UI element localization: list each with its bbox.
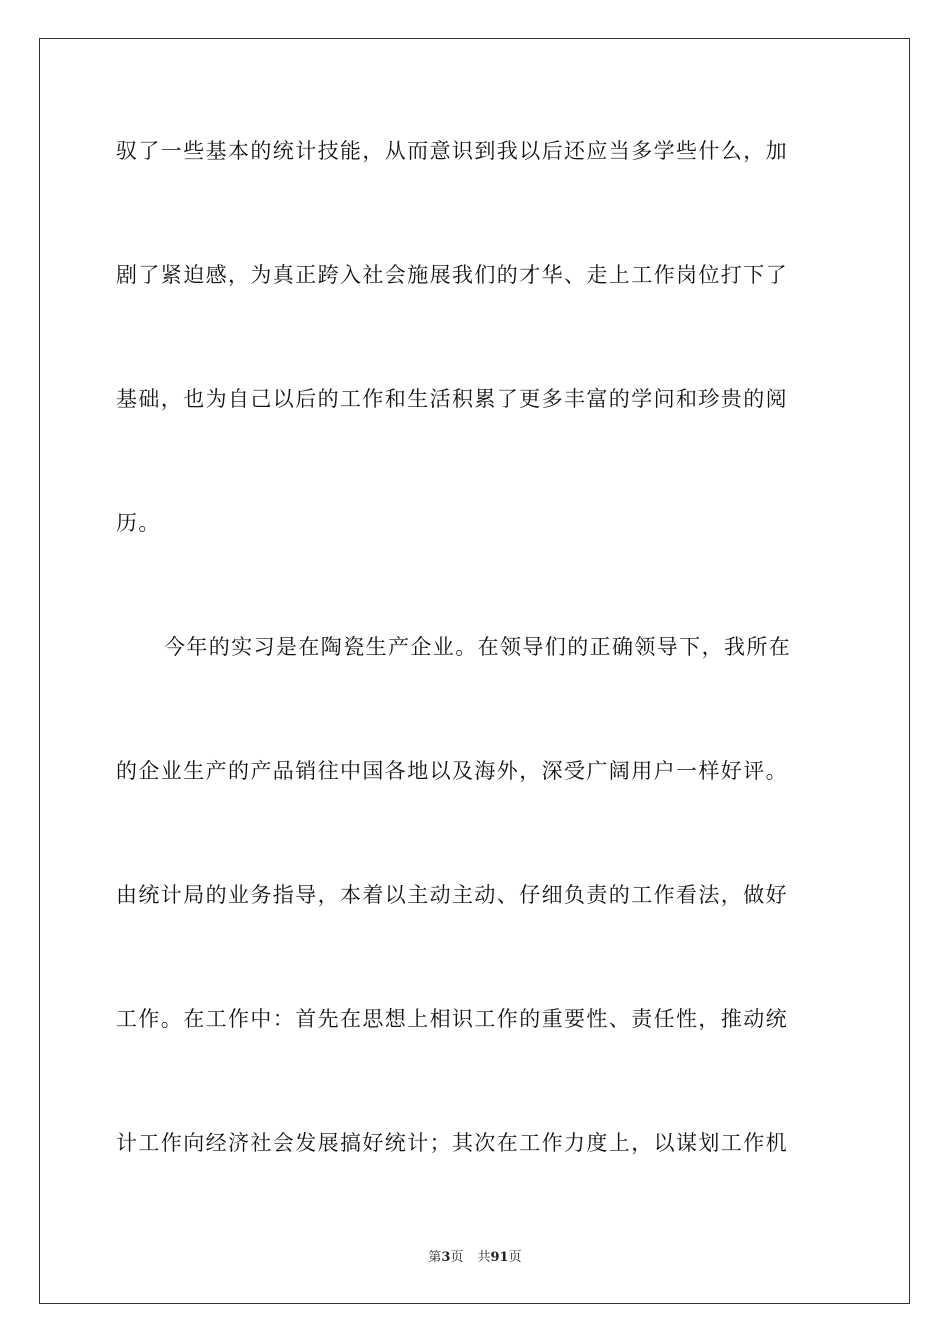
text-line: 历。 xyxy=(116,511,161,535)
total-suffix: 页 xyxy=(508,1250,522,1265)
text-line: 的企业生产的产品销往中国各地以及海外，深受广阔用户一样好评。 xyxy=(116,759,788,783)
page-footer xyxy=(0,1246,950,1265)
text-line: 剧了紧迫感，为真正跨入社会施展我们的才华、走上工作岗位打下了 xyxy=(116,263,788,287)
text-line-paragraph-start: 今年的实习是在陶瓷生产企业。在领导们的正确领导下，我所在 xyxy=(164,635,792,659)
total-prefix: 共 xyxy=(477,1250,491,1265)
page-prefix: 第 xyxy=(428,1250,442,1265)
page-suffix: 页 xyxy=(450,1250,464,1265)
text-line: 计工作向经济社会发展搞好统计；其次在工作力度上，以谋划工作机 xyxy=(116,1131,788,1155)
document-body xyxy=(116,127,834,1243)
text-line: 工作。在工作中：首先在思想上相识工作的重要性、责任性，推动统 xyxy=(116,1007,788,1031)
page-number: 3 xyxy=(441,1250,451,1265)
text-line: 基础，也为自己以后的工作和生活积累了更多丰富的学问和珍贵的阅 xyxy=(116,387,788,411)
text-line: 由统计局的业务指导，本着以主动主动、仔细负责的工作看法，做好 xyxy=(116,883,788,907)
text-line: 驭了一些基本的统计技能，从而意识到我以后还应当多学些什么，加 xyxy=(116,139,788,163)
total-pages: 91 xyxy=(490,1250,509,1265)
